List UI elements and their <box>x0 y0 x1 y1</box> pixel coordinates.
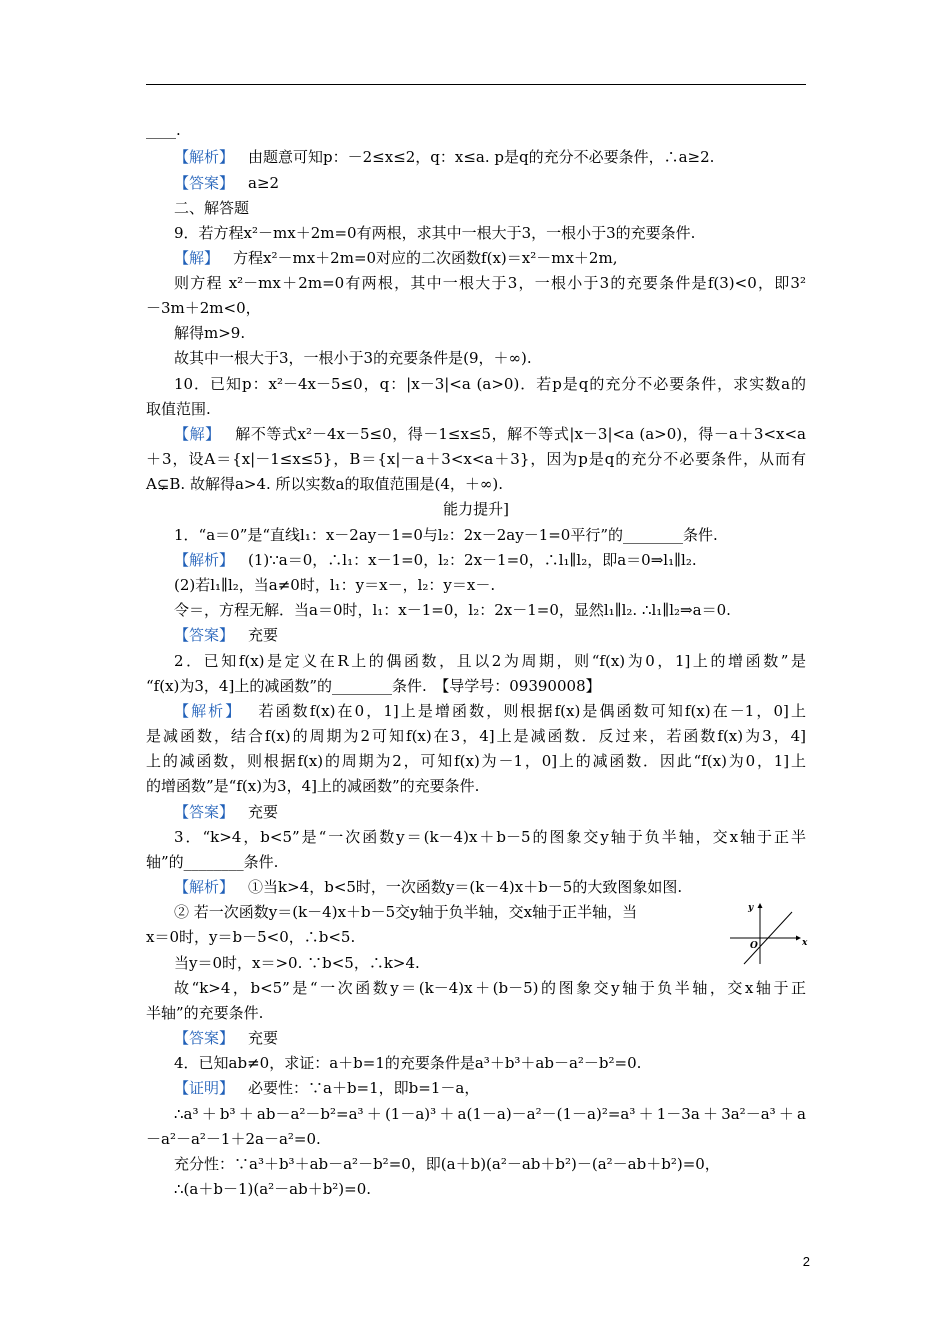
solution-tag: 【解】 <box>174 249 220 267</box>
proof-line: 【证明】 必要性：∵a＋b=1，即b=1－a， <box>174 1079 480 1097</box>
graph-svg <box>726 898 806 968</box>
text-line: ∴a³＋b³＋ab－a²－b²=a³＋(1－a)³＋a(1－a)－a²－(1－a)²=a³＋1－3a＋3a²－a³＋a <box>174 1105 806 1123</box>
text-line: ＋3，设A＝{x|－1≤x≤5}，B＝{x|－a＋3<x<a＋3}，因为p是q的充分不必要条件，从而有 <box>146 450 806 468</box>
text-line: 取值范围. <box>146 400 211 418</box>
text-line: 轴”的________条件. <box>146 853 279 871</box>
solution-tag: 【解】 <box>174 425 221 443</box>
text-line: －a²－a²－1＋2a－a²=0. <box>146 1130 321 1148</box>
origin-label: O <box>750 941 758 951</box>
y-axis-arrow <box>758 903 763 908</box>
question-1: 1．“a＝0”是“直线l₁：x－2ay－1=0与l₂：2x－2ay－1=0平行”的________条件. <box>174 526 718 544</box>
text-line: 令＝，方程无解．当a＝0时，l₁：x－1=0，l₂：2x－1=0，显然l₁∥l₂. ∴l₁∥l₂⇒a＝0. <box>174 601 731 619</box>
question-10: 10．已知p：x²－4x－5≤0，q：|x－3|<a (a>0)．若p是q的充分不必要条件，求实数a的 <box>174 375 806 393</box>
solution-line: 【解】 解不等式x²－4x－5≤0，得－1≤x≤5，解不等式|x－3|<a (a>0)，得－a＋3<x<a <box>174 425 806 443</box>
answer-tag: 【答案】 <box>174 803 235 821</box>
text-line: A⊊B. 故解得a>4. 所以实数a的取值范围是(4，＋∞). <box>146 475 504 493</box>
question-2: 2．已知f(x)是定义在R上的偶函数，且以2为周期，则“f(x)为0，1]上的增函数”是 <box>174 652 806 670</box>
answer-tag: 【答案】 <box>174 174 235 192</box>
text-line: 则方程 x²－mx＋2m=0有两根，其中一根大于3，一根小于3的充要条件是f(3)<0，即3² <box>174 274 806 292</box>
question-9: 9．若方程x²－mx＋2m=0有两根，求其中一根大于3，一根小于3的充要条件. <box>174 224 696 242</box>
analysis-line: 【解析】 ①当k>4，b<5时，一次函数y＝(k－4)x＋b－5的大致图象如图. <box>174 878 683 896</box>
text-line: 半轴”的充要条件. <box>146 1004 264 1022</box>
analysis-line: 【解析】 若函数f(x)在0，1]上是增函数，则根据f(x)是偶函数可知f(x)在－1，0]上 <box>174 702 806 720</box>
text-line: “f(x)为3，4]上的减函数”的________条件. 【导学号：09390008】 <box>146 677 601 695</box>
text-line: ∴(a＋b－1)(a²－ab＋b²)=0. <box>174 1180 372 1198</box>
linear-function-graph <box>726 898 806 968</box>
section-heading: 能力提升] <box>443 500 509 518</box>
answer-line: 【答案】 充要 <box>174 1029 279 1047</box>
text-line: 上的减函数，则根据f(x)的周期为2，可知f(x)为－1，0]上的减函数．因此“f(x)为0，1]上 <box>146 752 806 770</box>
analysis-line: 【解析】 由题意可知p：－2≤x≤2，q：x≤a. p是q的充分不必要条件，∴a≥2. <box>174 148 715 166</box>
solution-line: 【解】 方程x²－mx＋2m=0对应的二次函数f(x)＝x²－mx＋2m, <box>174 249 618 267</box>
answer-line: 【答案】 充要 <box>174 803 279 821</box>
section-heading: 二、解答题 <box>174 199 250 217</box>
text-line: x＝0时，y＝b－5<0，∴b<5. <box>146 928 356 946</box>
y-axis-label: y <box>748 903 754 913</box>
question-3: 3．“k>4，b<5”是“一次函数y＝(k－4)x＋b－5的图象交y轴于负半轴，交x轴于正半 <box>174 828 806 846</box>
header-rule <box>146 84 806 85</box>
analysis-line: 【解析】 (1)∵a＝0，∴l₁：x－1=0，l₂：2x－1=0，∴l₁∥l₂，即a＝0⇒l₁∥l₂. <box>174 551 697 569</box>
question-4: 4．已知ab≠0，求证：a＋b=1的充要条件是a³＋b³＋ab－a²－b²=0. <box>174 1054 642 1072</box>
text-line: ② 若一次函数y＝(k－4)x＋b－5交y轴于负半轴，交x轴于正半轴，当 <box>174 903 638 921</box>
text-line: 是减函数，结合f(x)的周期为2可知f(x)在3，4]上是减函数．反过来，若函数f(x)为3，4] <box>146 727 806 745</box>
analysis-tag: 【解析】 <box>174 551 235 569</box>
page-number: 2 <box>802 1254 810 1269</box>
analysis-tag: 【解析】 <box>174 148 235 166</box>
x-axis-arrow <box>796 936 801 941</box>
proof-tag: 【证明】 <box>174 1079 235 1097</box>
answer-tag: 【答案】 <box>174 1029 235 1047</box>
text-line: 故其中一根大于3，一根小于3的充要条件是(9，＋∞). <box>174 349 532 367</box>
analysis-tag: 【解析】 <box>174 702 243 720</box>
answer-line: 【答案】 充要 <box>174 626 279 644</box>
text-line: 的增函数”是“f(x)为3，4]上的减函数”的充要条件. <box>146 777 480 795</box>
answer-tag: 【答案】 <box>174 626 235 644</box>
text-line: 充分性：∵a³＋b³＋ab－a²－b²=0，即(a＋b)(a²－ab＋b²)－(a²－ab＋b²)=0， <box>174 1155 720 1173</box>
text-line: ____. <box>146 121 181 139</box>
text-line: －3m＋2m<0， <box>146 299 261 317</box>
text-line: 故“k>4，b<5”是“一次函数y＝(k－4)x＋(b－5)的图象交y轴于负半轴，交x轴于正 <box>174 979 806 997</box>
x-axis-label: x <box>802 938 808 948</box>
text-line: (2)若l₁∥l₂，当a≠0时，l₁：y＝x－，l₂：y＝x－. <box>174 576 496 594</box>
text-line: 当y＝0时，x＝>0. ∵b<5，∴k>4. <box>174 954 420 972</box>
text-line: 解得m>9. <box>174 324 246 342</box>
analysis-tag: 【解析】 <box>174 878 235 896</box>
answer-line: 【答案】 a≥2 <box>174 174 280 192</box>
